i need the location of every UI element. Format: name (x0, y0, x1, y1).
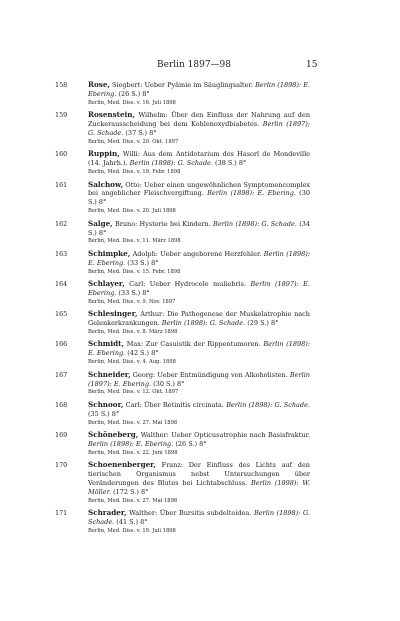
dissertation-note: Berlin, Med. Diss. v. 15. Febr. 1898 (88, 268, 181, 275)
publication-info: Berlin (1898): G. Schade. (226, 400, 310, 409)
entry-segment: Siegbert: Ueber Pyämie im Säuglingsalter. (109, 81, 256, 89)
entry-segment: Walther: Über Bursitis subdeltoidea. (126, 509, 254, 518)
publication-info: Berlin (1897): E. Ebering. (88, 370, 310, 388)
entry-text (88, 81, 310, 99)
dissertation-note: Berlin, Med. Diss. v. 8. März 1898 (88, 329, 178, 336)
list-item (0, 220, 400, 246)
entry-number: 166 (55, 340, 68, 349)
author-surname: Schrader, (88, 508, 127, 518)
entry-text (88, 220, 310, 238)
dissertation-note: Berlin, Med. Diss. v. 16. Juli 1898 (88, 99, 176, 106)
list-item (0, 310, 400, 336)
entry-segment: Walther: Ueber Opticusatrophie nach Basisfraktur. (138, 431, 310, 440)
list-item (0, 431, 400, 457)
entry-segment: Franz: Der Einfluss des Lichts auf den tierischen Organismus nebst Untersuchungen über Veränderungen des Blutes bei Lichtabschluss. (88, 461, 310, 488)
entry-number: 170 (55, 461, 68, 470)
list-item (0, 150, 400, 176)
dissertation-note: Berlin, Med. Diss. v. 27. Mai 1898 (88, 419, 178, 426)
entry-segment: (26 S.) 8° (173, 439, 207, 448)
dissertation-note: Berlin, Med. Diss. v. 11. März 1898 (88, 238, 181, 245)
bibliography-list (0, 81, 400, 539)
list-item (0, 509, 400, 535)
entry-segment: (42 S.) 8° (125, 349, 159, 358)
entry-segment: (33 S.) 8° (116, 288, 150, 297)
publication-info: Berlin (1898): G. Schade. (213, 219, 297, 228)
entry-segment: Carl: Über Retinitis circinata. (123, 400, 227, 409)
entry-segment: Otto: Ueber einen ungewöhnlichen Symptomencomplex bei angeblicher Fleischvergiftung. (88, 180, 310, 198)
entry-segment: (35 S.) 8° (88, 409, 120, 418)
publication-info: Berlin (1898): E. Ebering. (88, 340, 310, 358)
entry-segment: (37 S.) 8° (123, 129, 157, 138)
entry-text (88, 250, 310, 268)
author-surname: Schimpke, (88, 248, 131, 258)
entry-text (88, 111, 310, 138)
entry-segment: (30 S.) 8° (151, 379, 185, 388)
list-item (0, 401, 400, 427)
author-surname: Schneider, (88, 369, 131, 379)
entry-segment: (38 S.) 8° (212, 159, 247, 168)
dissertation-note: Berlin, Med. Diss. v. 19. Febr. 1898 (88, 169, 181, 176)
entry-segment: (29 S.) 8° (245, 319, 279, 328)
entry-text (88, 401, 310, 419)
author-surname: Schlayer, (88, 279, 125, 289)
entry-number: 160 (55, 150, 68, 159)
author-surname: Schmidt, (88, 339, 124, 349)
entry-segment: Arthur: Die Pathogenese der Muskelatrophie nach Gelenkerkrankungen. (88, 310, 310, 328)
entry-segment: Bruno: Hysterie bei Kindern. (112, 219, 214, 228)
dissertation-note: Berlin, Med. Diss. v. 12. Okt. 1897 (88, 389, 179, 396)
list-item (0, 111, 400, 146)
running-header (0, 58, 400, 72)
publication-info: Berlin (1897); G. Schade. (88, 120, 310, 138)
publication-info: Berlin (1898): E. Ebering. (207, 189, 296, 198)
author-surname: Rosenstein, (88, 110, 136, 120)
author-surname: Rose, (88, 80, 110, 89)
author-surname: Schoenenberger, (88, 460, 156, 470)
author-surname: Salge, (88, 218, 113, 228)
entry-text (88, 310, 310, 328)
list-item (0, 280, 400, 306)
publication-info: Berlin (1898): E. Ebering. (88, 249, 311, 267)
entry-number: 158 (55, 81, 68, 89)
publication-info: Berlin (1898): G. Schade. (129, 159, 213, 168)
entry-text (88, 461, 310, 497)
entry-segment: (26 S.) 8° (116, 89, 150, 98)
publication-info: Berlin (1898): E. Ebering. (88, 439, 174, 448)
entry-number: 162 (55, 219, 68, 228)
entry-segment: Willi: Aus dem Antidotarium des Hasorl de Mondeville (14. Jahrh.). (88, 150, 310, 168)
dissertation-note: Berlin, Med. Diss. v. 20. Okt. 1897 (88, 138, 179, 145)
entry-text (88, 150, 310, 168)
entry-text (88, 280, 310, 298)
author-surname: Salchow, (88, 179, 124, 189)
entry-segment: (30 S.) 8° (88, 189, 310, 207)
entry-segment: (34 S.) 8° (88, 219, 310, 237)
author-surname: Ruppin, (88, 149, 120, 159)
dissertation-note: Berlin, Med. Diss. v. 19. Juli 1898 (88, 528, 176, 535)
entry-segment: Carl: Ueber Hydrocele muliebris. (124, 280, 251, 289)
entry-number: 159 (55, 111, 68, 120)
entry-segment: Wilhelm: Über den Einfluss der Nahrung auf den Zuckerausscheidung bei dem Kohlenoxydbiabetes. (88, 111, 310, 129)
list-item (0, 461, 400, 505)
entry-number: 167 (55, 370, 68, 379)
page-number: 15 (306, 60, 318, 70)
publication-info: Berlin (1897): E. Ebering. (88, 280, 310, 297)
list-item (0, 250, 400, 276)
entry-number: 168 (55, 400, 68, 409)
entry-number: 165 (55, 310, 68, 319)
entry-number: 169 (55, 431, 68, 440)
entry-segment: Adolph: Ueber angeborene Herzfehler. (130, 249, 264, 258)
entry-segment: (33 S.) 8° (125, 258, 159, 267)
list-item (0, 181, 400, 216)
entry-text (88, 431, 310, 449)
publication-info: Berlin (1898): G. Schade. (88, 509, 310, 527)
publication-info: Berlin (1898): W. Möller. (88, 479, 310, 496)
entry-segment: Georg: Ueber Entmündigung von Alkoholisten. (130, 370, 290, 379)
dissertation-note: Berlin, Med. Diss. v. 27. Mai 1898 (88, 497, 178, 504)
author-surname: Schnoor, (88, 399, 124, 409)
dissertation-note: Berlin, Med. Diss. v. 20. Juli 1898 (88, 208, 176, 215)
author-surname: Schlesinger, (88, 309, 138, 319)
entry-text (88, 181, 310, 208)
list-item (0, 371, 400, 397)
dissertation-note: Berlin, Med. Diss. v. 22. Juni 1898 (88, 449, 178, 456)
entry-segment: (172 S.) 8° (111, 487, 149, 496)
author-surname: Schöneberg, (88, 430, 139, 440)
entry-segment: (41 S.) 8° (114, 518, 148, 527)
entry-number: 161 (55, 180, 68, 189)
dissertation-note: Berlin, Med. Diss. v. 9. Nov. 1897 (88, 298, 176, 305)
publication-info: Berlin (1898): E. Ebering. (88, 81, 311, 98)
entry-text (88, 371, 310, 389)
entry-text (88, 340, 310, 358)
list-item (0, 340, 400, 366)
list-item (0, 81, 400, 107)
entry-text (88, 509, 310, 527)
entry-number: 171 (55, 509, 68, 518)
dissertation-note: Berlin, Med. Diss. v. 4. Aug. 1898 (88, 359, 176, 366)
running-title: Berlin 1897—98 (157, 60, 232, 70)
entry-number: 163 (55, 249, 68, 258)
entry-number: 164 (55, 280, 68, 289)
publication-info: Berlin (1898): G. Schade. (161, 319, 246, 328)
entry-segment: Max: Zur Casuistik der Rippentumoren. (123, 340, 264, 349)
